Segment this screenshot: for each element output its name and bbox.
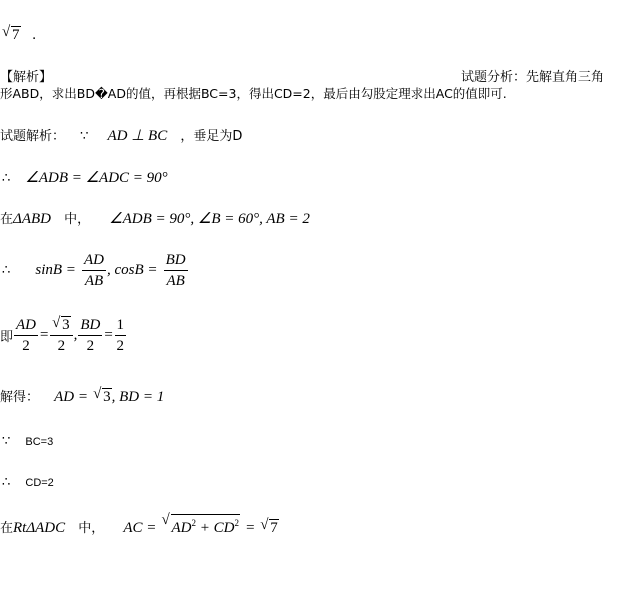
frac-ad-2 xyxy=(14,316,38,355)
answer-dot: . xyxy=(32,27,36,43)
solution-intro xyxy=(0,125,242,145)
therefore-symbol: ∴ xyxy=(2,263,11,278)
answer-sqrt: √ 7 xyxy=(2,24,20,43)
sin-label: sinB = xyxy=(35,262,76,278)
therefore-symbol: ∴ xyxy=(2,171,11,186)
angles-eq: ∠ADB = ∠ADC = 90° xyxy=(25,170,168,186)
sin-denominator: AB xyxy=(84,273,104,289)
sqrt3-radicand: 3 xyxy=(62,317,70,333)
bc-eq: BC=3 xyxy=(25,436,54,448)
answer-radicand: 7 xyxy=(12,27,20,43)
frac-1-2 xyxy=(115,316,127,355)
frac-bd-2-den: 2 xyxy=(86,338,95,354)
ji-line xyxy=(0,316,127,355)
in-adc-triangle: RtΔADC xyxy=(13,520,66,536)
ac-eq2: = xyxy=(245,520,256,536)
ac-final-radicand: 7 xyxy=(270,520,278,536)
frac-ad-2-den: 2 xyxy=(22,338,30,354)
ac-label: AC = xyxy=(123,520,157,536)
ac-rad-ad: AD xyxy=(171,520,192,536)
in-abd-line xyxy=(0,208,310,228)
cos-fraction xyxy=(164,251,188,290)
frac-sqrt3-2-den: 2 xyxy=(57,338,66,354)
in-abd-math: ∠ADB = 90°, ∠B = 60°, AB = 2 xyxy=(109,211,310,227)
solution-intro-label: 试题解析： xyxy=(0,129,66,144)
frac-ad-2-num: AD xyxy=(14,316,38,336)
ji-label: 即 xyxy=(0,330,14,345)
frac-bd-2 xyxy=(78,316,102,355)
sin-cos-line xyxy=(2,251,189,290)
section-heading: 【解析】 xyxy=(0,70,53,85)
solve-sqrt3-radicand: 3 xyxy=(103,389,111,405)
analysis-line2: 形ABD，求出BD�AD的值，再根据BC=3，得出CD=2，最后由勾股定理求出AC的值即可. xyxy=(0,86,507,101)
cd-line xyxy=(2,471,54,490)
comma: , xyxy=(73,327,78,343)
because-symbol: ∵ xyxy=(2,434,11,449)
intro-math: AD ⊥ BC xyxy=(107,128,168,144)
cos-denominator: AB xyxy=(166,273,185,289)
intro-text: ，垂足为D xyxy=(180,129,243,144)
solve-line xyxy=(0,386,164,406)
solve-ad: AD = xyxy=(54,389,88,405)
in-abd-mid: 中， xyxy=(64,212,91,227)
cd-eq: CD=2 xyxy=(25,477,54,489)
in-abd-prefix: 在 xyxy=(0,212,14,227)
ac-sq2: 2 xyxy=(234,518,239,528)
ac-final-sqrt: √ 7 xyxy=(260,517,278,536)
ac-sq1: 2 xyxy=(191,518,196,528)
sin-numerator: AD xyxy=(82,251,106,271)
answer-line xyxy=(2,26,36,44)
sqrt3: √ 3 xyxy=(52,315,70,333)
eq-sign: = xyxy=(39,327,50,343)
frac-1-2-den: 2 xyxy=(116,338,125,354)
in-adc-prefix: 在 xyxy=(0,521,14,536)
analysis-line1-tail: 试题分析：先解直角三角 xyxy=(461,70,605,85)
angles-line xyxy=(2,167,168,187)
eq-sign-2: = xyxy=(103,327,114,343)
ac-plus-cd: + CD xyxy=(196,520,235,536)
ac-sqrt: √ $AD^2 + CD^2$ xyxy=(161,512,239,536)
solve-label: 解得： xyxy=(0,390,40,405)
frac-sqrt3-2 xyxy=(50,316,73,355)
solve-sqrt3: √ 3 xyxy=(93,386,111,405)
in-adc-line xyxy=(0,514,279,537)
bc-line xyxy=(2,430,53,449)
in-abd-triangle: ΔABD xyxy=(13,211,51,227)
in-adc-mid: 中， xyxy=(78,521,105,536)
therefore-symbol: ∴ xyxy=(2,475,11,490)
cos-numerator: BD xyxy=(164,251,188,271)
frac-bd-2-num: BD xyxy=(78,316,102,336)
because-symbol: ∵ xyxy=(80,129,89,144)
frac-1-2-num: 1 xyxy=(115,316,127,336)
solve-bd: , BD = 1 xyxy=(111,389,165,405)
cos-label: , cosB = xyxy=(107,262,158,278)
sin-fraction xyxy=(82,251,106,290)
